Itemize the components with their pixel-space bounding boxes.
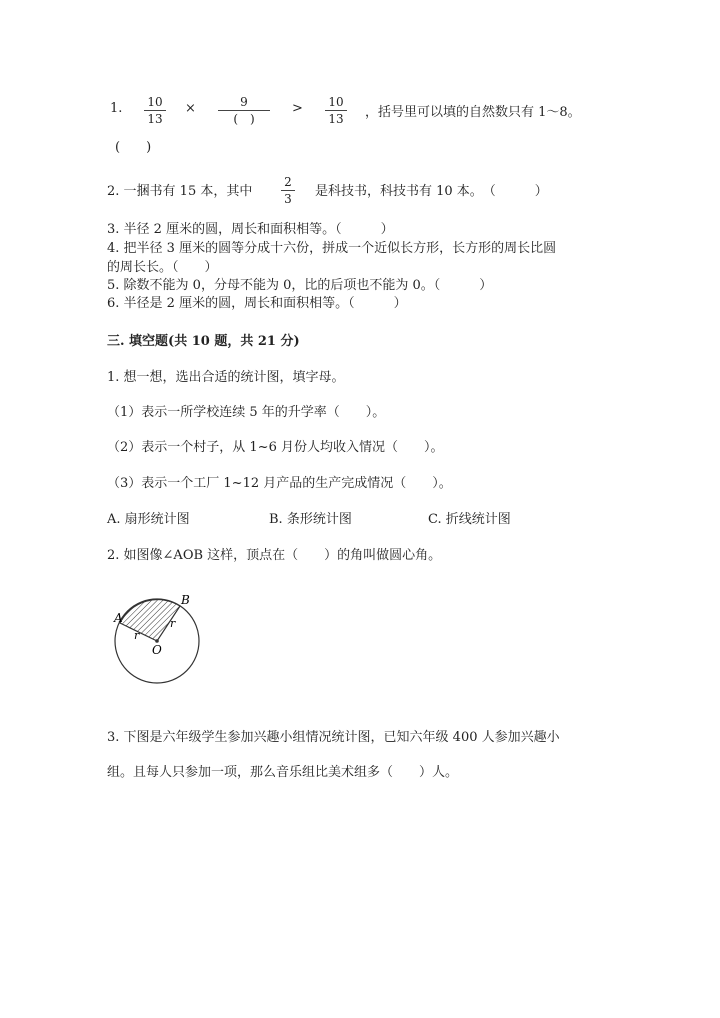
label-r-right: r	[170, 617, 176, 630]
q2-text-after: 是科技书，科技书有 10 本。 （ ）	[315, 184, 548, 199]
fraction-numerator: 10	[328, 95, 344, 109]
q1-answer-blank[interactable]: ( )	[115, 140, 152, 155]
fraction-blank-denominator[interactable]: ( )	[233, 112, 255, 126]
q2-fraction	[281, 175, 295, 206]
fill-q1-stem: 1. 想一想，选出合适的统计图，填字母。	[107, 370, 345, 385]
section-heading: 三. 填空题(共 10 题，共 21 分)	[107, 334, 300, 349]
fill-q1-sub2: （2）表示一个村子，从 1~6 月份人均收入情况（ ）。	[107, 440, 444, 455]
times-symbol: ×	[185, 101, 196, 116]
q3-statement: 3. 半径 2 厘米的圆，周长和面积相等。（ ）	[107, 222, 394, 237]
fill-q1-sub3: （3）表示一个工厂 1~12 月产品的生产完成情况（ ）。	[107, 476, 452, 491]
fraction-denominator: 13	[328, 112, 344, 126]
option-c: C. 折线统计图	[428, 512, 511, 527]
q5-statement: 5. 除数不能为 0，分母不能为 0，比的后项也不能为 0。（ ）	[107, 278, 493, 293]
option-a: A. 扇形统计图	[107, 512, 190, 527]
fraction-numerator: 10	[147, 95, 163, 109]
q2-text-before: 2. 一捆书有 15 本，其中	[107, 184, 253, 199]
fraction-denominator: 13	[147, 112, 163, 126]
fraction-denominator: 3	[284, 192, 292, 206]
label-a: A	[114, 611, 123, 625]
fraction-bar	[325, 110, 347, 111]
fraction-numerator: 9	[240, 95, 248, 109]
fill-q3-line1: 3. 下图是六年级学生参加兴趣小组情况统计图，已知六年级 400 人参加兴趣小	[107, 730, 560, 745]
q4-statement-line1: 4. 把半径 3 厘米的圆等分成十六份，拼成一个近似长方形，长方形的周长比圆	[107, 241, 557, 256]
label-r-left: r	[134, 629, 140, 642]
q6-statement: 6. 半径是 2 厘米的圆，周长和面积相等。（ ）	[107, 296, 407, 311]
q1-number: 1.	[110, 101, 123, 116]
label-b: B	[181, 593, 190, 607]
q1-fraction-2	[218, 95, 270, 126]
fraction-bar	[281, 190, 295, 191]
central-angle-diagram	[105, 590, 215, 690]
fill-q2-stem: 2. 如图像∠AOB 这样，顶点在（ ）的角叫做圆心角。	[107, 548, 442, 563]
q1-fraction-1	[144, 95, 166, 126]
q1-statement: ，括号里可以填的自然数只有 1～8。	[365, 105, 581, 120]
q4-statement-line2: 的周长长。（ ）	[107, 260, 218, 275]
label-o: O	[152, 643, 162, 657]
q1-fraction-3	[325, 95, 347, 126]
fraction-bar	[218, 110, 270, 111]
fraction-bar	[144, 110, 166, 111]
greater-than-symbol: >	[292, 101, 303, 116]
fill-q1-sub1: （1）表示一所学校连续 5 年的升学率（ ）。	[107, 405, 386, 420]
fraction-numerator: 2	[284, 175, 292, 189]
fill-q3-line2: 组。且每人只参加一项，那么音乐组比美术组多（ ）人。	[107, 765, 459, 780]
option-b: B. 条形统计图	[269, 512, 352, 527]
